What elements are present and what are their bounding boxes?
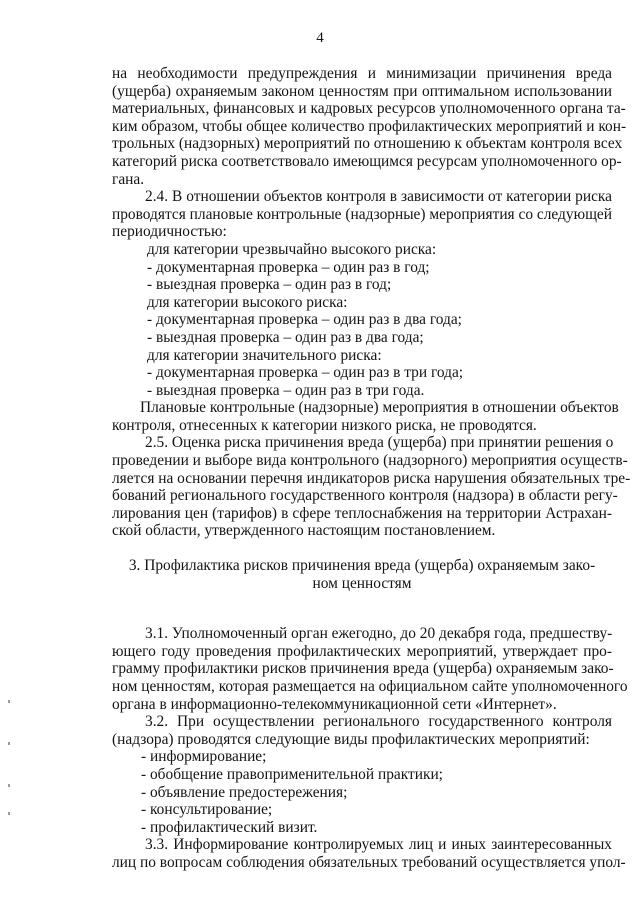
- paragraph-planned-low-risk: [112, 399, 619, 434]
- list-item: - профилактический визит.: [141, 818, 318, 836]
- spacer: [112, 592, 612, 625]
- text-line: 2.5. Оценка риска причинения вреда (ущерба) при принятии решения о: [145, 434, 614, 452]
- text-line: ской области, утвержденного настоящим постановлением.: [112, 522, 496, 540]
- paragraph-3-3: [112, 836, 626, 871]
- text-line: на необходимости предупреждения и минимизации причинения вреда: [112, 65, 612, 82]
- text-line: бований регионального государственного контроля (надзора) в области регу-: [112, 487, 618, 505]
- document-body: [112, 65, 631, 872]
- text-line: 3.1. Уполномоченный орган ежегодно, до 20 декабря года, предшеству-: [145, 625, 613, 643]
- list-item: - выездная проверка – один раз в три года.: [147, 381, 425, 399]
- text-line: 2.4. В отношении объектов контроля в зависимости от категории риска: [145, 188, 612, 206]
- risk-category-list: [112, 241, 612, 399]
- heading-line: ном ценностям: [312, 574, 412, 592]
- list-item: для категории чрезвычайно высокого риска:: [147, 240, 437, 258]
- list-item: - информирование;: [141, 748, 267, 766]
- text-line: лиц по вопросам соблюдения обязательных требований осуществляется упол-: [112, 853, 626, 871]
- text-line: контроля, отнесенных к категории низкого риска, не проводятся.: [112, 416, 537, 434]
- text-line: проведении и выборе вида контрольного (надзорного) мероприятия осуществ-: [112, 452, 628, 470]
- text-line: ющего году проведения профилактических мероприятий, утверждает про-: [112, 642, 612, 660]
- list-item: - объявление предостережения;: [141, 783, 348, 801]
- text-line: трольных (надзорных) мероприятий по отношению к объектам контроля всех: [112, 135, 623, 153]
- text-line: (надзора) проводятся следующие виды профилактических мероприятий:: [112, 730, 590, 748]
- text-line: периодичностью:: [112, 223, 227, 241]
- list-item: - документарная проверка – один раз в три года;: [147, 364, 464, 382]
- text-line: ляется на основании перечня индикаторов риска нарушения обязательных тре-: [112, 469, 631, 487]
- paragraph-3-1: [112, 625, 628, 713]
- text-line: Плановые контрольные (надзорные) мероприятия в отношении объектов: [140, 399, 619, 417]
- text-line: грамму профилактики рисков причинения вреда (ущерба) охраняемым зако-: [112, 660, 614, 678]
- list-item: для категории значительного риска:: [147, 346, 382, 364]
- heading-line: 3. Профилактика рисков причинения вреда (ущерба) охраняемым зако-: [128, 557, 596, 575]
- paragraph-2-5: [112, 434, 631, 540]
- text-line: ном ценностям, которая размещается на официальном сайте уполномоченного: [112, 678, 628, 695]
- section-3-heading: [112, 557, 612, 592]
- paragraph-2-4: [112, 188, 612, 241]
- text-line: гана.: [112, 170, 145, 188]
- list-item: - обобщение правоприменительной практики;: [141, 765, 443, 783]
- prevention-measures-list: [112, 748, 612, 836]
- paragraph-continuation: [112, 65, 627, 188]
- list-item: - выездная проверка – один раз в два года;: [147, 328, 424, 346]
- text-line: ким образом, чтобы общее количество профилактических мероприятий и кон-: [112, 117, 627, 135]
- scan-margin-marks: [8, 700, 14, 820]
- text-line: материальных, финансовых и кадровых ресурсов уполномоченного органа та-: [112, 100, 626, 118]
- list-item: - выездная проверка – один раз в год;: [147, 276, 392, 294]
- list-item: для категории высокого риска:: [147, 293, 348, 311]
- list-item: - консультирование;: [141, 801, 273, 819]
- list-item: - документарная проверка – один раз в два года;: [147, 311, 462, 329]
- text-line: 3.3. Информирование контролируемых лиц и иных заинтересованных: [145, 836, 612, 854]
- text-line: категорий риска соответствовало имеющимся ресурсам уполномоченного ор-: [112, 152, 622, 170]
- page-number: 4: [316, 30, 324, 46]
- text-line: (ущерба) охраняемым законом ценностям при оптимальном использовании: [112, 82, 612, 100]
- list-item: - документарная проверка – один раз в год;: [147, 258, 430, 276]
- paragraph-3-2: [112, 713, 612, 748]
- text-line: лирования цен (тарифов) в сфере теплоснабжения на территории Астрахан-: [112, 504, 612, 522]
- text-line: 3.2. При осуществлении регионального государственного контроля: [145, 713, 612, 731]
- text-line: органа в информационно-телекоммуникационной сети «Интернет».: [112, 695, 557, 713]
- text-line: проводятся плановые контрольные (надзорные) мероприятия со следующей: [112, 205, 612, 223]
